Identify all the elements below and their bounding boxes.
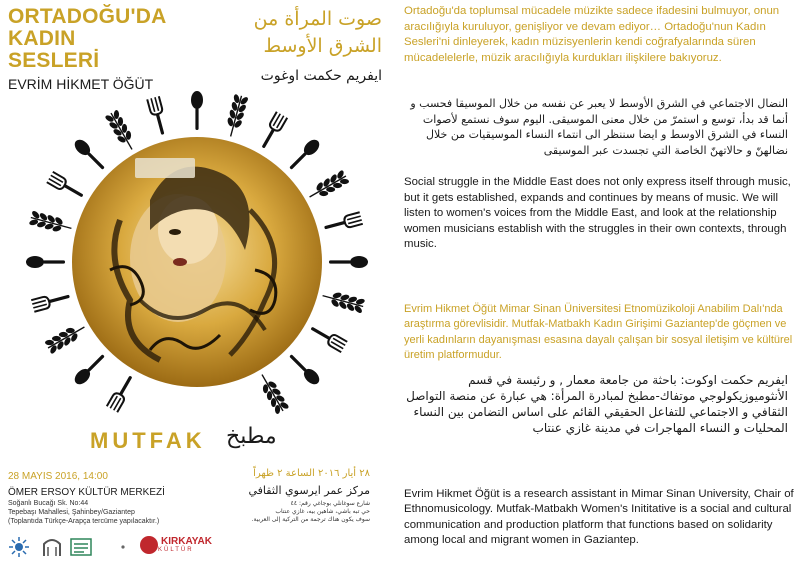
title-line: ORTADOĞU'DA <box>8 5 167 28</box>
fork-icon <box>147 96 168 136</box>
bio-tr: Evrim Hikmet Öğüt Mimar Sinan Üniversitesi Etnomüzikoloji Anabilim Dalı'nda araştırma görevlisidir. Mutfak-Matbakh Kadın Girişimi Gaziantep'de göçmen ve yerli kadınların dayanışması esasına dayalı çalışan bir sosyal iletişim ve kültürel üretim platformudur. <box>404 303 793 362</box>
venue-address-ar <box>200 500 370 524</box>
arch-logo-icon <box>42 536 62 558</box>
fork-icon <box>258 112 287 151</box>
bio-en: Evrim Hikmet Öğüt is a research assistant in Mimar Sinan University, Chair of Ethnomusicology. Mutfak-Matbakh Women's Inititative is a social and cultural communication and production platform that functions based on solidarity among local and migrant women in Gaziantep. <box>404 488 794 547</box>
address-line: حي تبه باشي، شاهين بيه، غازي عنتاب <box>275 508 370 515</box>
spoon-icon <box>286 351 322 387</box>
foundation-logo-icon <box>70 536 92 558</box>
venue-name-tr: ÖMER ERSOY KÜLTÜR MERKEZİ <box>8 487 165 498</box>
bio-ar: ايفريم حكمت اوكوت: باحثة من جامعة معمار , و رئيسة في قسم الأنثوميوزيكولوجي موتفاك-مطبخ لمبادرة المرأة: هي عبارة عن منصة التواصل الثقافي و الاجتماعي للتفاعل الحقيقي القائم على اساس التضامن بين النساء المحليات و النساء المهاجرات في مدينة غازي عنتاب <box>406 373 788 435</box>
kirkayak-logo <box>140 536 212 554</box>
address-line: (Toplantıda Türkçe-Arapça tercüme yapılacaktır.) <box>8 518 160 525</box>
spoon-icon <box>26 256 65 268</box>
event-date-ar: ٢٨ أيار ٢٠١٦ الساعة ٢ ظهراً <box>253 468 370 479</box>
artwork-medallion <box>72 137 322 387</box>
wheat-icon <box>103 108 139 154</box>
kirkayak-sub: KÜLTÜR <box>158 547 194 553</box>
author-name-ar: ايفريم حكمت اوغوت <box>260 68 382 84</box>
address-line: Soğanlı Bucağı Sk. No:44 <box>8 500 89 507</box>
fork-icon <box>107 373 136 412</box>
title-line: صوت المرأة من <box>253 8 382 30</box>
spoon-icon <box>329 256 368 268</box>
address-line: Tepebaşı Mahallesi, Şahinbey/Gaziantep <box>8 509 135 516</box>
wheat-icon <box>43 320 89 356</box>
description-tr: Ortadoğu'da toplumsal mücadele müzikte sadece ifadesini bulmuyor, onun aracılığıyla kuruluyor, genişliyor ve devam ediyor… Ortadoğu'nun Kadın Sesleri'ni dinleyerek, kadın müzisyenlerin kendi coğrafyalarında süren mücadelelerle, müzik aracılığıyla kurdukları ilişkilere bakıyoruz. <box>404 5 780 64</box>
text-panel <box>396 0 800 564</box>
poster-panel <box>0 0 396 564</box>
address-line: سوف يكون هناك ترجمة من التركية إلى العربية. <box>251 516 370 523</box>
title-line: الشرق الأوسط <box>263 35 382 57</box>
event-date-tr: 28 MAYIS 2016, 14:00 <box>8 471 108 482</box>
spoon-icon <box>72 137 108 173</box>
fork-icon <box>308 323 347 352</box>
wheat-icon <box>255 370 291 416</box>
fork-icon <box>47 172 86 201</box>
author-name-tr: EVRİM HİKMET ÖĞÜT <box>8 76 154 92</box>
wheat-icon <box>222 92 250 138</box>
spoon-icon <box>286 137 322 173</box>
sun-logo-icon <box>8 536 30 558</box>
fork-icon <box>31 290 71 311</box>
description-ar: النضال الاجتماعي في الشرق الأوسط لا يعبر عن نفسه من خلال الموسيقا فحسب و أنما قد بدأ، توسع و استمرّ من خلال معنى الموسيقى. اليوم سوف نستمع لأصوات النساء في الشرق الاوسط و ايضا سننظر الى انتماء النساء الموسيقيات من خلال نضالهنّ و حالاتهنّ الخاصة التي تجسدت عبر الموسيقى <box>410 97 788 157</box>
title-line: KADIN <box>8 27 76 50</box>
venue-address-tr <box>8 499 198 526</box>
wheat-icon <box>27 209 73 237</box>
crescent-logo-icon <box>104 536 128 558</box>
address-line: شارع سوغانلي بوجاغي رقم: ٤٤ <box>290 500 370 507</box>
brand-matbakh-ar: مطبخ <box>226 424 277 449</box>
sponsor-logos <box>8 536 238 558</box>
title-line: SESLERİ <box>8 49 100 72</box>
kirkayak-name: KIRKAYAK <box>161 536 212 547</box>
venue-name-ar: مركز عمر ايرسوي الثقافي <box>248 484 370 497</box>
brand-mutfak: MUTFAK <box>90 428 206 453</box>
description-en: Social struggle in the Middle East does not only express itself through music, but it gets established, expands and continues by means of music. We will listen to women's voices from the Middle East, and look at the relationship women musicians establish with the struggles in their own contexts, through music. <box>404 176 791 251</box>
wheat-icon <box>320 287 366 315</box>
sunburst-graphic <box>0 0 396 430</box>
spoon-icon <box>191 91 203 130</box>
spoon-icon <box>72 351 108 387</box>
fork-icon <box>323 212 363 233</box>
kirkayak-mark-icon <box>140 536 158 554</box>
wheat-icon <box>305 168 351 204</box>
